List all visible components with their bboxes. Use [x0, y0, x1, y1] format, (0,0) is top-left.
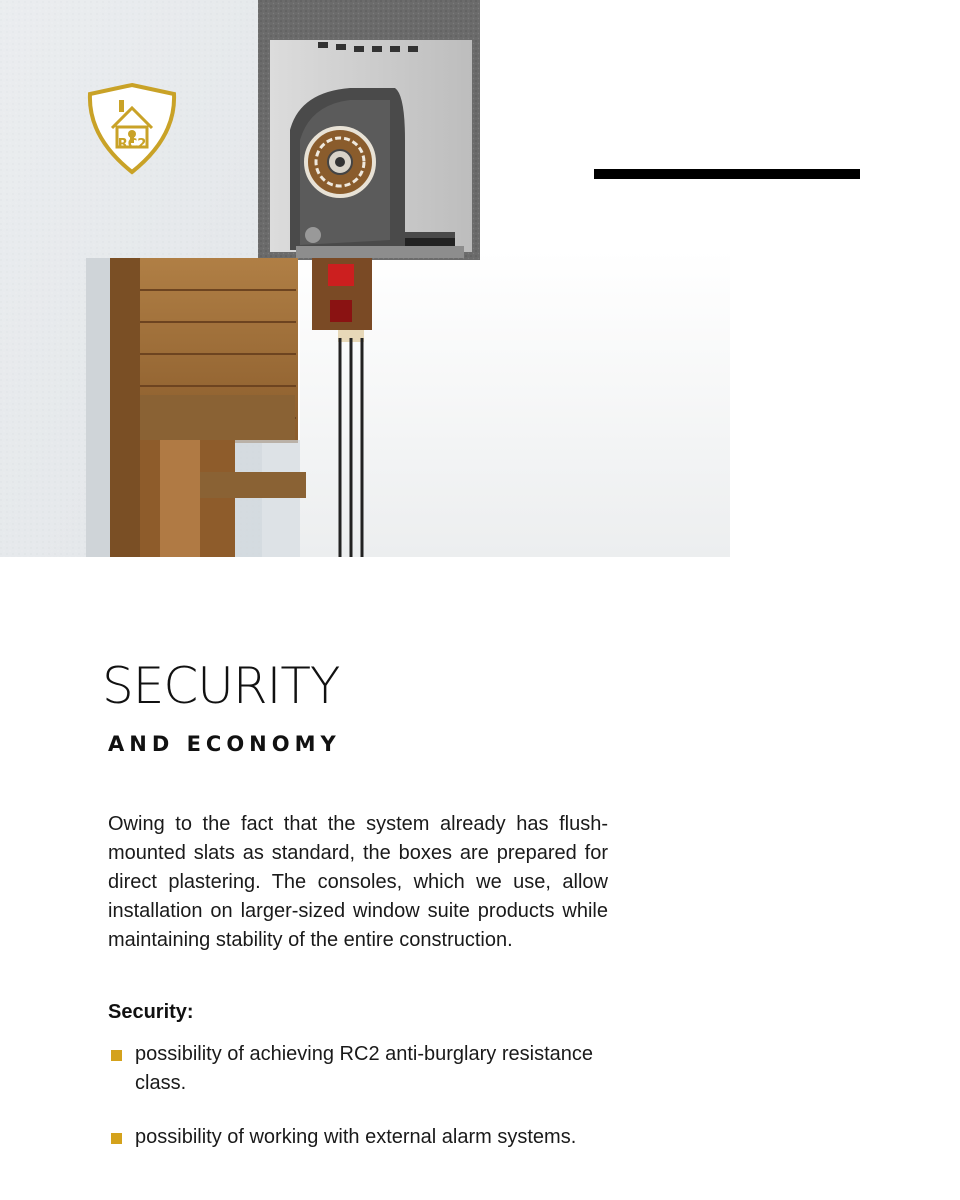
list-item-text: possibility of achieving RC2 anti-burglary resistance class.	[135, 1043, 593, 1094]
bullet-square-icon	[111, 1133, 122, 1144]
list-item	[108, 1040, 608, 1098]
badge-label: RC2	[117, 137, 147, 152]
security-heading: Security:	[108, 1001, 194, 1023]
list-item-text: possibility of working with external alarm systems.	[135, 1126, 577, 1148]
page-title: SECURITY	[102, 657, 340, 715]
rc2-badge	[86, 82, 178, 176]
body-paragraph: Owing to the fact that the system already has flush-mounted slats as standard, the boxes are prepared for direct plastering. The consoles, which we use, allow installation on larger-sized window suite products while maintaining stability of the entire construction.	[108, 813, 608, 951]
decorative-divider	[594, 169, 860, 179]
list-item	[108, 1123, 608, 1152]
page-subtitle: AND ECONOMY	[108, 732, 341, 756]
bullet-square-icon	[111, 1050, 122, 1061]
security-list	[108, 1040, 608, 1152]
shield-house-icon	[86, 82, 178, 176]
